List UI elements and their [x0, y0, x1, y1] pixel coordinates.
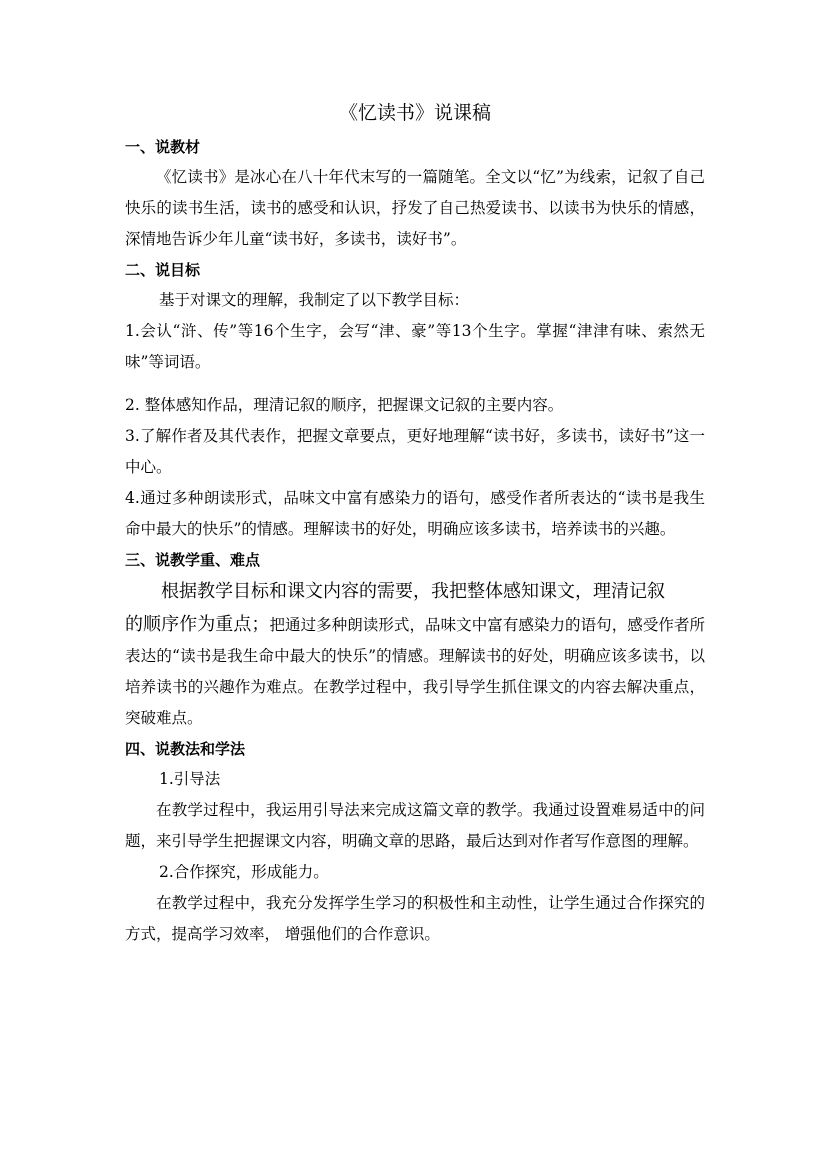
goals-intro: 基于对课文的理解，我制定了以下教学目标： — [159, 291, 470, 309]
key-points-lead: 根据教学目标和课文内容的需要，我把整体感知课文，理清记叙 — [161, 581, 665, 602]
key-points-rest: 把通过多种朗读形式，品味文中富有感染力的语句，感受作者所表达的“读书是我生命中最大的快乐”的情感。理解读书的好处，明确应该多读书，以培养读书的兴趣作为难点。在教学过程中，我引导学生抓住课文的内容去解决重点，突破难点。 — [125, 616, 705, 727]
method-name-2: 2.合作探究，形成能力。 — [159, 863, 329, 881]
key-points-paragraph — [125, 609, 705, 734]
method-text-1: 在教学过程中，我运用引导法来完成这篇文章的教学。我通过设置难易适中的问题，来引导学生把握课文内容，明确文章的思路，最后达到对作者写作意图的理解。 — [125, 801, 705, 850]
section-heading-key-points: 三、说教学重、难点 — [125, 551, 261, 569]
section-heading-textbook: 一、说教材 — [125, 138, 201, 156]
method-name-1: 1.引导法 — [159, 770, 221, 788]
goal-item-2: 2. 整体感知作品，理清记叙的顺序，把握课文记叙的主要内容。 — [125, 396, 564, 414]
section-heading-methods: 四、说教法和学法 — [125, 740, 246, 758]
textbook-paragraph: 《忆读书》是冰心在八十年代末写的一篇随笔。全文以“忆”为线索，记叙了自己快乐的读书生活，读书的感受和认识，抒发了自己热爱读书、以读书为快乐的情感，深情地告诉少年儿童“读书好，多读书，读好书”。 — [125, 168, 705, 248]
method-text-2: 在教学过程中，我充分发挥学生学习的积极性和主动性，让学生通过合作探究的方式，提高学习效率， 增强他们的合作意识。 — [125, 894, 705, 943]
goal-item-3: 3.了解作者及其代表作，把握文章要点，更好地理解“读书好，多读书，读好书”这一中心。 — [125, 427, 705, 476]
goal-item-4: 4.通过多种朗读形式，品味文中富有感染力的语句，感受作者所表达的“读书是我生命中最大的快乐”的情感。理解读书的好处，明确应该多读书，培养读书的兴趣。 — [125, 489, 705, 538]
document-title: 《忆读书》说课稿 — [338, 102, 491, 124]
document-page — [125, 96, 705, 950]
key-points-continuation: 的顺序作为重点； — [125, 614, 270, 635]
goal-item-1: 1.会认“浒、传”等16个生字，会写“津、豪”等13个生字。掌握“津津有味、索然无味”等词语。 — [125, 322, 705, 371]
section-heading-goals: 二、说目标 — [125, 261, 201, 279]
